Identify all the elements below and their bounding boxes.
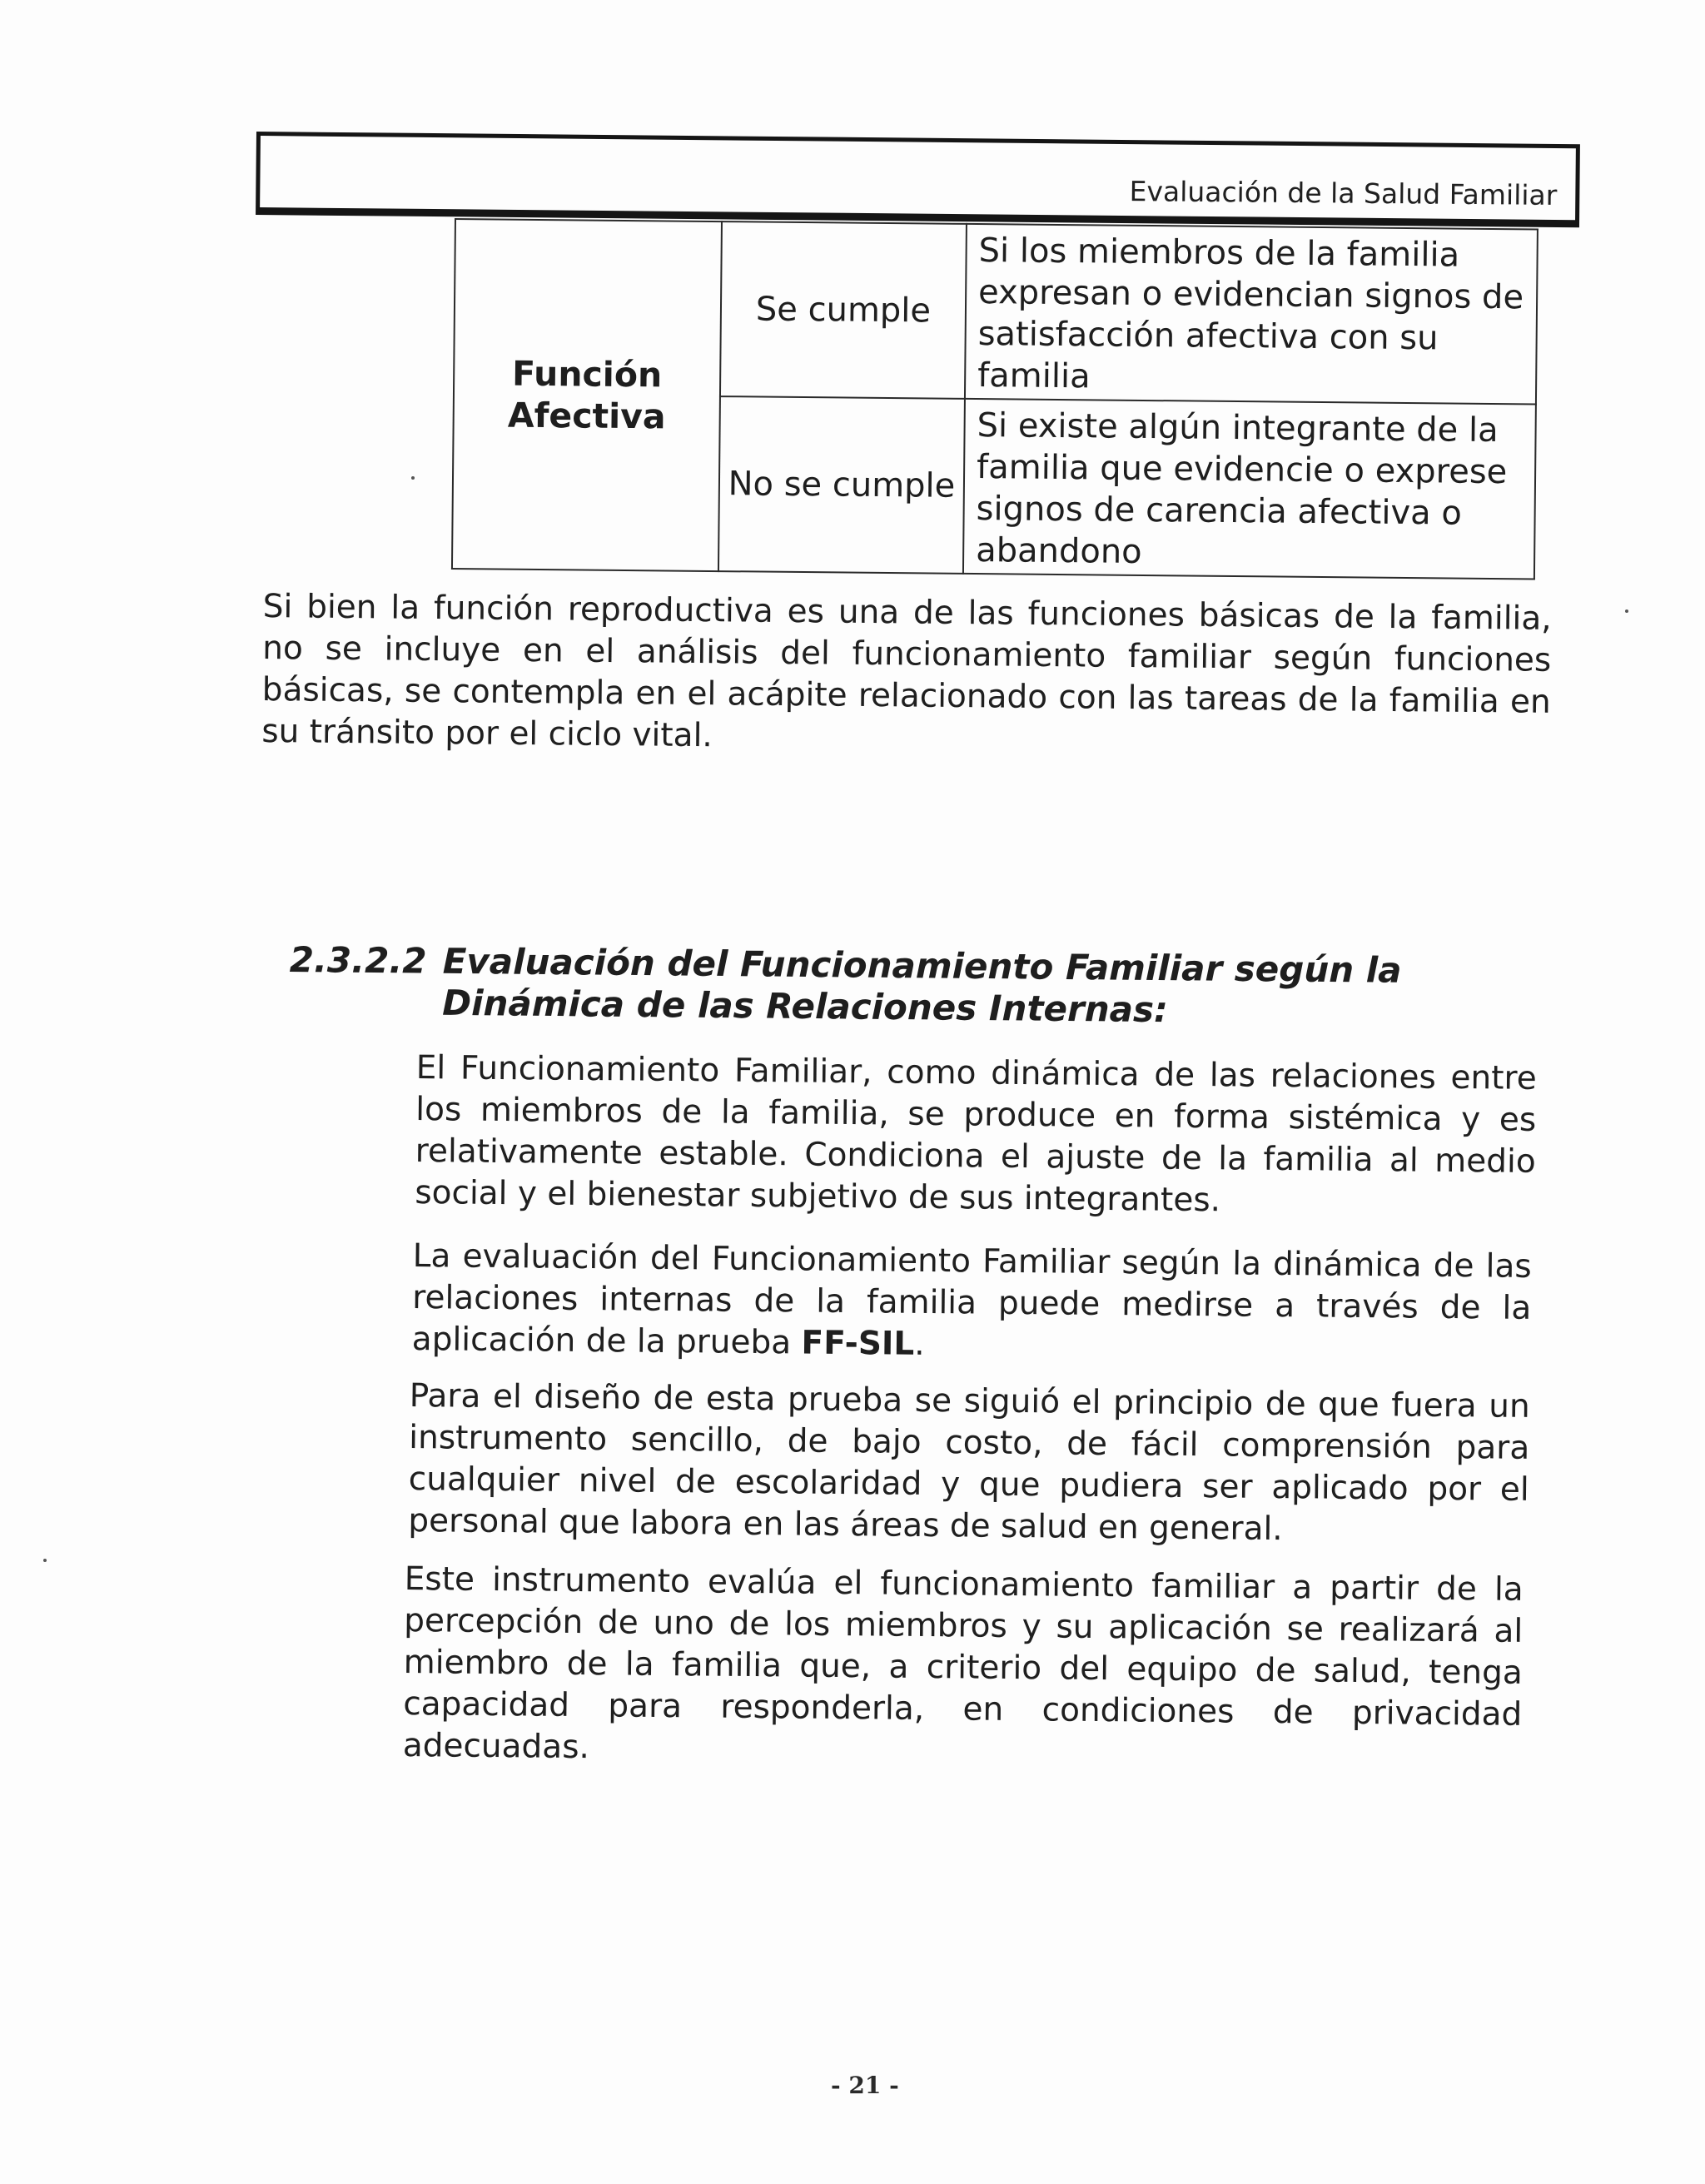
status-cell-not-met: No se cumple (718, 396, 965, 574)
test-name-ffsil: FF-SIL (801, 1324, 915, 1363)
description-cell-met: Si los miembros de la familia expresan o evidencian signos de satisfacción afectiva con su familia (965, 224, 1538, 405)
table-row (454, 219, 1538, 404)
function-table (451, 218, 1538, 580)
status-cell-met: Se cumple (720, 221, 967, 399)
function-name-line2: Afectiva (507, 395, 666, 437)
function-name-line1: Función (511, 353, 663, 396)
section-number: 2.3.2.2 (289, 939, 427, 982)
section-paragraph-4: Este instrumento evalúa el funcionamiento familiar a partir de la percepción de uno de los miembros y su aplicación se realizará al miembro de la familia que, a criterio del equipo de salud, tenga capacidad para responderla, en condiciones de privacidad adecuadas. (402, 1560, 1524, 1767)
section-paragraph-2 (412, 1236, 1532, 1371)
scan-speck (411, 476, 415, 480)
scan-speck (1625, 609, 1628, 613)
paragraph-2-text: La evaluación del Funcionamiento Familiar según la dinámica de las relaciones internas de la familia puede medirse a través de la aplicación de la prueba (411, 1236, 1532, 1362)
function-name-cell (452, 219, 722, 571)
paragraph-2-end: . (914, 1325, 925, 1363)
scan-speck (43, 1559, 47, 1562)
page-number: - 21 - (831, 2072, 899, 2099)
intro-paragraph: Si bien la función reproductiva es una de las funciones básicas de la familia, no se incluye en el análisis del funcionamiento familiar según funciones básicas, se contempla en el acápite relacionado con las tareas de la familia en su tránsito por el ciclo vital. (261, 587, 1552, 755)
description-cell-not-met: Si existe algún integrante de la familia que evidencie o exprese signos de carencia afectiva o abandono (963, 399, 1536, 580)
section-title: Evaluación del Funcionamiento Familiar según la Dinámica de las Relaciones Internas: (442, 940, 1402, 1031)
section-paragraph-1: El Funcionamiento Familiar, como dinámica de las relaciones entre los miembros de la familia, se produce en forma sistémica y es relativamente estable. Condiciona el ajuste de la familia al medio social y el bienestar subjetivo de sus integrantes. (415, 1048, 1537, 1220)
header-bar (256, 132, 1580, 227)
section-paragraph-3: Para el diseño de esta prueba se siguió el principio de que fuera un instrumento sencillo, de bajo costo, de fácil comprensión para cualquier nivel de escolaridad y que pudiera ser aplicado por el personal que labora en las áreas de salud en general. (408, 1376, 1530, 1549)
section-heading (289, 939, 1538, 1034)
header-title: Evaluación de la Salud Familiar (1129, 175, 1558, 211)
